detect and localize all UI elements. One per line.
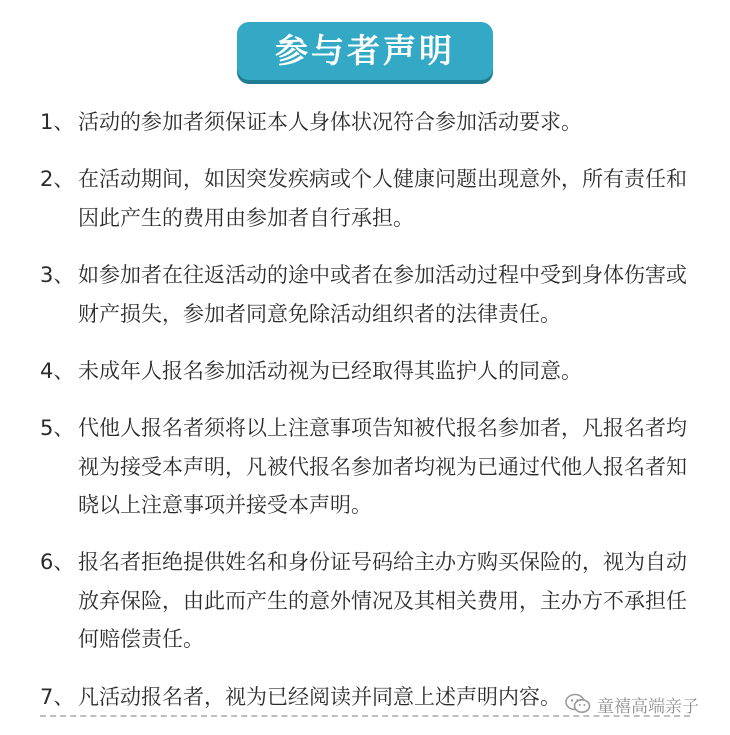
item-text: 报名者拒绝提供姓名和身份证号码给主办方购买保险的，视为自动放弃保险，由此而产生的意外情况及其相关费用，主办方不承担任何赔偿责任。 bbox=[78, 550, 687, 652]
watermark bbox=[565, 692, 699, 716]
item-text: 如参加者在往返活动的途中或者在参加活动过程中受到身体伤害或财产损失，参加者同意免除活动组织者的法律责任。 bbox=[78, 263, 687, 326]
title-container bbox=[0, 22, 730, 80]
item-number: 4、 bbox=[40, 358, 75, 383]
item-text: 代他人报名者须将以上注意事项告知被代报名参加者，凡报名者均视为接受本声明，凡被代报名参加者均视为已通过代他人报名者知晓以上注意事项并接受本声明。 bbox=[78, 416, 687, 518]
list-item bbox=[40, 160, 700, 237]
page-title: 参与者声明 bbox=[237, 22, 493, 80]
list-item bbox=[40, 543, 700, 659]
list-item bbox=[40, 256, 700, 333]
list-item bbox=[40, 103, 700, 142]
item-text: 在活动期间，如因突发疾病或个人健康问题出现意外，所有责任和因此产生的费用由参加者自行承担。 bbox=[78, 167, 687, 230]
item-number: 1、 bbox=[40, 110, 75, 134]
item-text: 凡活动报名者，视为已经阅读并同意上述声明内容。 bbox=[78, 684, 561, 709]
item-text: 未成年人报名参加活动视为已经取得其监护人的同意。 bbox=[78, 358, 582, 383]
item-number: 5、 bbox=[40, 416, 75, 441]
wechat-icon bbox=[565, 693, 591, 715]
list-item bbox=[40, 352, 700, 391]
item-number: 6、 bbox=[40, 550, 75, 575]
list-item bbox=[40, 409, 700, 525]
declaration-list bbox=[40, 103, 700, 735]
watermark-text: 童禧高端亲子 bbox=[597, 696, 699, 717]
item-number: 2、 bbox=[40, 167, 75, 192]
item-number: 7、 bbox=[40, 684, 75, 709]
item-text: 活动的参加者须保证本人身体状况符合参加活动要求。 bbox=[78, 110, 582, 134]
item-number: 3、 bbox=[40, 263, 75, 288]
